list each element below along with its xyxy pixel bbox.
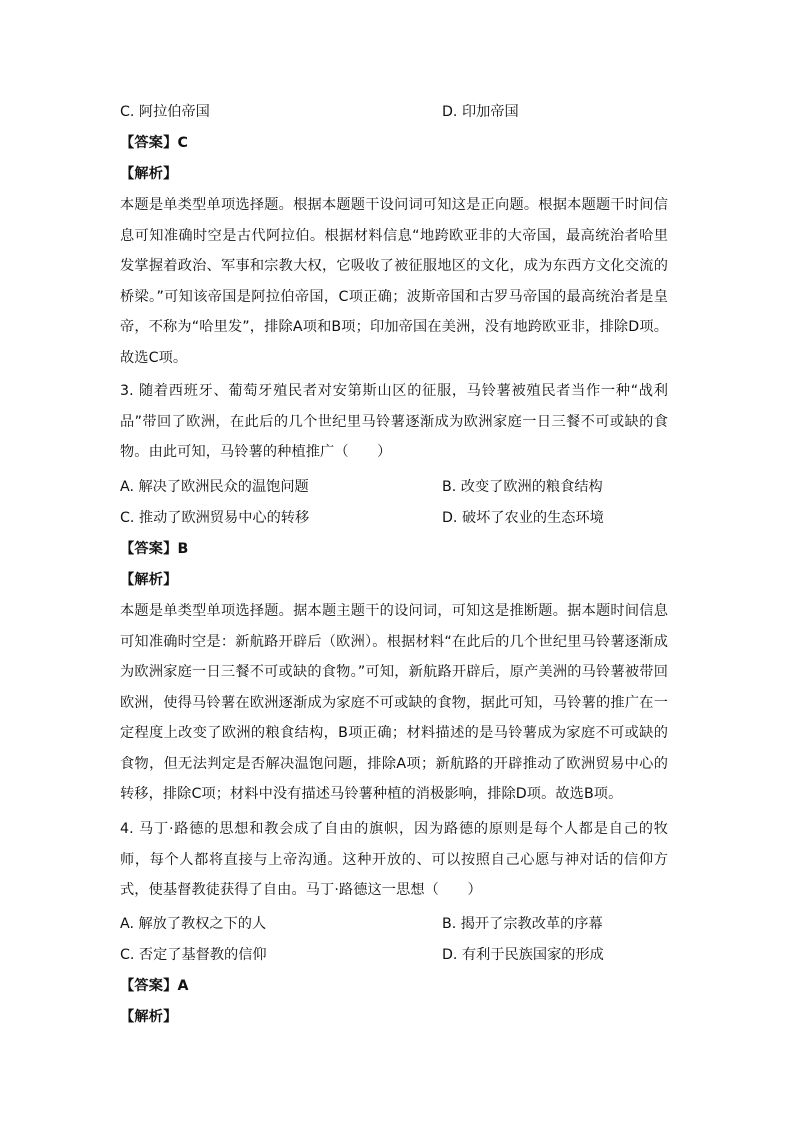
q4-analysis-label: 【解析】 [120,1009,178,1025]
q3-option-a: A. 解决了欧洲民众的温饱问题 [120,479,309,495]
q4-option-d: D. 有利于民族国家的形成 [442,947,604,963]
q4-stem: 4. 马丁·路德的思想和教会成了自由的旗帜，因为路德的原则是每个人都是自己的牧师，每个人都将直接与上帝沟通。这种开放的、可以按照自己心愿与神对话的信仰方式，使基督教徒获得了自由。马丁·路德这一思想（ ） [120,821,668,898]
q2-answer: 【答案】C [120,135,189,151]
q4-option-a: A. 解放了教权之下的人 [120,916,267,932]
q3-option-c: C. 推动了欧洲贸易中心的转移 [120,510,310,526]
q2-analysis-label: 【解析】 [120,166,178,182]
q4-option-b: B. 揭开了宗教改革的序幕 [442,916,603,932]
q3-answer: 【答案】B [120,541,189,557]
q2-option-c: C. 阿拉伯帝国 [120,104,210,120]
q2-option-d: D. 印加帝国 [442,104,519,120]
q4-option-c: C. 否定了基督教的信仰 [120,947,267,963]
q3-option-d: D. 破坏了农业的生态环境 [442,510,604,526]
q3-option-b: B. 改变了欧洲的粮食结构 [442,479,603,495]
q2-analysis-text: 本题是单类型单项选择题。根据本题题干设问词可知这是正向题。根据本题题干时间信息可知准确时空是古代阿拉伯。根据材料信息“地跨欧亚非的大帝国，最高统治者哈里发掌握着政治、军事和宗教大权，它吸收了被征服地区的文化，成为东西方文化交流的桥梁。”可知该帝国是阿拉伯帝国，C项正确；波斯帝国和古罗马帝国的最高统治者是皇帝，不称为“哈里发”，排除A项和B项；印加帝国在美洲，没有地跨欧亚非，排除D项。故选C项。 [120,197,668,366]
q3-analysis-text: 本题是单类型单项选择题。据本题主题干的设问词，可知这是推断题。据本题时间信息可知准确时空是：新航路开辟后（欧洲）。根据材料“在此后的几个世纪里马铃薯逐渐成为欧洲家庭一日三餐不可或缺的食物。”可知，新航路开辟后，原产美洲的马铃薯被带回欧洲，使得马铃薯在欧洲逐渐成为家庭不可或缺的食物，据此可知，马铃薯的推广在一定程度上改变了欧洲的粮食结构，B项正确；材料描述的是马铃薯成为家庭不可或缺的食物，但无法判定是否解决温饱问题，排除A项；新航路的开辟推动了欧洲贸易中心的转移，排除C项；材料中没有描述马铃薯种植的消极影响，排除D项。故选B项。 [120,603,668,802]
q3-analysis-label: 【解析】 [120,572,178,588]
q4-answer: 【答案】A [120,978,189,994]
q3-stem: 3. 随着西班牙、葡萄牙殖民者对安第斯山区的征服，马铃薯被殖民者当作一种“战利品”带回了欧洲，在此后的几个世纪里马铃薯逐渐成为欧洲家庭一日三餐不可或缺的食物。由此可知，马铃薯的种植推广（ ） [120,383,668,460]
